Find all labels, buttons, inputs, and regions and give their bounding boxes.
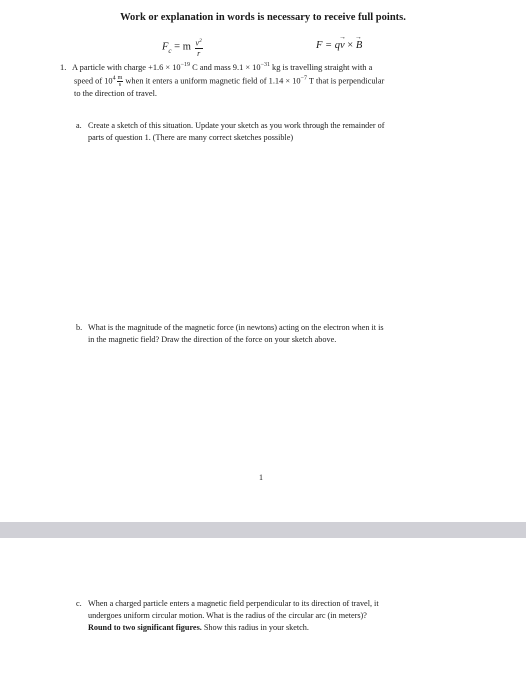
page-separator	[0, 522, 526, 538]
magnetic-field-vector: → B	[356, 40, 362, 51]
part-c-line-2: undergoes uniform circular motion. What is the radius of the circular arc (in meters)?	[88, 611, 367, 620]
part-b-line-2: in the magnetic field? Draw the direction of the force on your sketch above.	[88, 335, 337, 344]
page-number: 1	[259, 473, 263, 482]
part-b-line-1: What is the magnitude of the magnetic force (in newtons) acting on the electron when it is	[88, 323, 384, 332]
numerator-exponent: 2	[199, 38, 202, 44]
round-instruction: Round to two significant figures.	[88, 623, 202, 632]
part-c	[76, 598, 488, 634]
part-a-line-2: parts of question 1. (There are many correct sketches possible)	[88, 133, 294, 142]
part-c-label: c.	[76, 599, 82, 608]
question-1-line-2	[60, 75, 480, 88]
q1-text-1: A particle with charge +1.6 × 10	[72, 63, 181, 72]
q1-exp-2: −31	[260, 62, 270, 69]
velocity-vector: → v	[340, 40, 345, 51]
cross-product-symbol: ×	[344, 40, 356, 51]
fraction-v-squared-over-r	[195, 37, 203, 58]
question-1-line-1	[60, 62, 480, 75]
part-c-line-1: When a charged particle enters a magnetic field perpendicular to its direction of travel, it	[88, 599, 379, 608]
formula-equals-mass: = m	[171, 41, 191, 53]
q1-exp-3: 4	[112, 75, 116, 82]
speed-unit-numerator: m	[117, 74, 123, 81]
speed-unit-denominator: s	[118, 81, 122, 88]
part-b-label: b.	[76, 323, 83, 332]
q1-text-2: C and mass 9.1 × 10	[190, 63, 261, 72]
fraction-numerator: v	[195, 38, 200, 48]
part-c-line-3-rest: Show this radius in your sketch.	[201, 623, 309, 632]
part-a-label: a.	[76, 121, 82, 130]
q1-speed-text: speed of 10	[74, 75, 113, 85]
fraction-denominator: r	[197, 48, 201, 58]
formula-subscript: c	[168, 46, 172, 55]
q1-text-3: kg is travelling straight with a	[269, 63, 373, 72]
q1-exp-4: −7	[300, 75, 307, 82]
part-a	[76, 120, 488, 144]
part-b	[76, 322, 488, 346]
question-1	[60, 62, 480, 100]
question-number: 1.	[60, 63, 67, 72]
magnetic-force-formula	[316, 40, 362, 51]
instructions-header: Work or explanation in words is necessary to receive full points.	[120, 12, 406, 23]
formula-force-symbol: F	[162, 41, 169, 53]
question-1-line-3: to the direction of travel.	[74, 88, 158, 98]
q1-text-end: T that is perpendicular	[306, 75, 385, 85]
document-page-2	[0, 538, 526, 700]
q1-field-text: when it enters a uniform magnetic field of 1.14 × 10	[123, 75, 301, 85]
part-a-line-1: Create a sketch of this situation. Update your sketch as you work through the remainder of	[88, 121, 385, 130]
q1-exp-1: −19	[180, 62, 190, 69]
centripetal-force-formula	[162, 37, 203, 58]
part-c-line-3	[88, 622, 488, 634]
formula-f-equals-q: F = q	[316, 40, 340, 51]
